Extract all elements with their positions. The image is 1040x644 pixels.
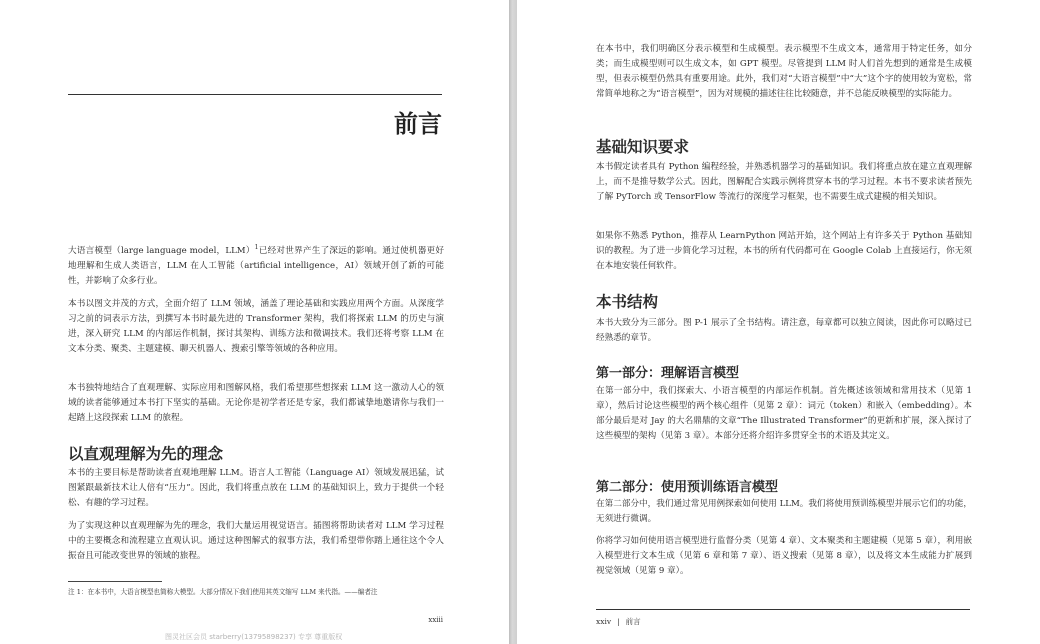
right-page [517,0,1040,644]
right-top-paragraph [596,42,972,102]
intro-p3: 本书独特地结合了直观理解、实际应用和图解风格，我们希望那些想探索 LLM 这一激动人心的领域的读者能够通过本书打下坚实的基础。无论你是初学者还是专家，我们都诚挚地邀请你与我们一起踏上这段探索 LLM 的旅程。 [68,383,444,423]
section2-p1: 本书假定读者具有 Python 编程经验，并熟悉机器学习的基础知识。我们将重点放在建立直观理解上，而不是推导数学公式。因此，图解配合实践示例将贯穿本书的学习过程。本书不要求读者预先了解 PyTorch 或 TensorFlow 等流行的深度学习框架，也不需要生成式建模的相关知识。 [596,162,972,202]
section1-paragraph-2 [68,519,444,564]
footnote: 注 1：在本书中，大语言模型也简称大模型。大部分情况下我们使用其英文缩写 LLM 来代指。——编者注 [68,588,378,596]
chapter-title: 前言 [394,110,442,138]
footnote-marker[interactable]: 1 [254,244,259,252]
part2-heading: 第二部分：使用预训练语言模型 [596,480,779,495]
footnote-rule [68,581,162,582]
section3-p1: 本书大致分为三部分。图 P-1 展示了全书结构。请注意，每章都可以独立阅读，因此你可以略过已经熟悉的章节。 [596,318,972,343]
running-head: 前言 [625,617,641,626]
page-gutter [509,0,517,644]
intro-paragraph-1 [68,244,444,289]
part2-p2: 你将学习如何使用语言模型进行监督分类（见第 4 章）、文本聚类和主题建模（见第 5 章），利用嵌入模型进行文本生成（见第 6 章和第 7 章）、语义搜索（见第 8 章），以及将文本生成能力扩展到视觉领域（见第 9 章）。 [596,536,972,576]
section3-paragraph [596,316,972,346]
intro-p2: 本书以图文并茂的方式，全面介绍了 LLM 领域，涵盖了理论基础和实践应用两个方面。从深度学习之前的词表示方法，到撰写本书时最先进的 Transformer 架构，我们将探索 LLM 的历史与演进，深入研究 LLM 的内部运作机制，探讨其架构、训练方法和微调技术。我们还将考察 LLM 在文本分类、聚类、主题建模、聊天机器人、搜索引擎等领域的各种应用。 [68,299,444,354]
chapter-rule [68,94,442,95]
page-footer-right [596,616,641,627]
intro-p1-end: 已经对世界产生了深远的影响。通过使机器更好地理解和生成人类语言，LLM 在人工智能（artificial intelligence，AI）领域开创了新的可能性，并影响了众多行业。 [68,246,444,286]
right-p-top: 在本书中，我们明确区分表示模型和生成模型。表示模型不生成文本，通常用于特定任务，如分类；而生成模型则可以生成文本，如 GPT 模型。尽管提到 LLM 时人们首先想到的通常是生成模型，但表示模型仍然具有重要用途。此外，我们对“大语言模型”中“大”这个字的使用较为宽松，常常简单地称之为“语言模型”，因为对规模的描述往往比较随意，并不总能反映模型的实际能力。 [596,44,972,99]
section2-paragraph-1 [596,160,972,205]
section-heading-prerequisites: 基础知识要求 [596,138,690,156]
footer-separator: | [617,617,620,626]
section-heading-intuition: 以直观理解为先的理念 [68,445,224,463]
page-number-left: xxiii [428,616,443,624]
section1-p1: 本书的主要目标是帮助读者直观地理解 LLM。语言人工智能（Language AI）领域发展迅猛，试图紧跟最新技术让人倍有“压力”。因此，我们将重点放在 LLM 的基础知识上，致力于提供一个轻松、有趣的学习过程。 [68,468,444,508]
section2-p2: 如果你不熟悉 Python，推荐从 LearnPython 网站开始，这个网站上有许多关于 Python 基础知识的教程。为了进一步简化学习过程，本书的所有代码都可在 Google Colab 上直接运行，你无须在本地安装任何软件。 [596,231,972,271]
intro-p1-start: 大语言模型（large language model，LLM） [68,246,255,256]
part1-p: 在第一部分中，我们探索大、小语言模型的内部运作机制。首先概述该领域和常用技术（见第 1 章），然后讨论这些模型的两个核心组件（见第 2 章）：词元（token）和嵌入（embedding）。本部分最后是对 Jay 的大名鼎鼎的文章“The Illustrated Transformer”的更新和扩展，深入探讨了这些模型的架构（见第 3 章）。本部分还将介绍许多贯穿全书的术语及其定义。 [596,386,972,441]
part1-paragraph [596,384,972,444]
watermark: 图灵社区会员 starberry(13795898237) 专享 尊重版权 [165,633,343,641]
part2-paragraph-2 [596,534,972,579]
intro-paragraph-2 [68,297,444,357]
section1-p2: 为了实现这种以直观理解为先的理念，我们大量运用视觉语言。插图将帮助读者对 LLM 学习过程中的主要概念和流程建立直观认识。通过这种图解式的叙事方法，我们希望带你踏上通往这个令人振奋且可能改变世界的领域的旅程。 [68,521,444,561]
footer-rule [596,609,970,610]
page-number-right: xxiv [596,617,612,626]
part2-paragraph-1 [596,497,972,527]
section1-paragraph-1 [68,466,444,511]
part1-heading: 第一部分：理解语言模型 [596,366,740,381]
intro-paragraph-3 [68,381,444,426]
section-heading-structure: 本书结构 [596,293,659,311]
part2-p1: 在第二部分中，我们通过常见用例探索如何使用 LLM。我们将使用预训练模型并展示它们的功能，无须进行微调。 [596,499,972,524]
section2-paragraph-2 [596,229,972,274]
left-page [0,0,509,644]
